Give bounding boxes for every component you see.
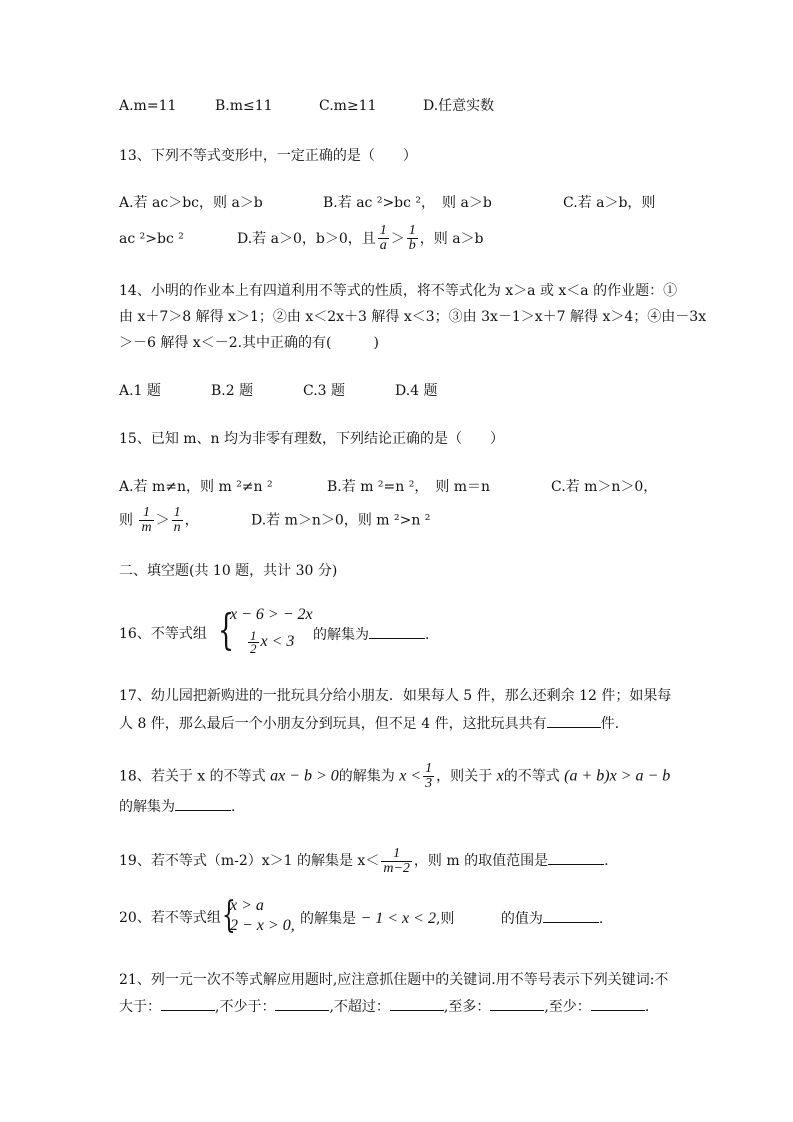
greater-than-sign: ＞ <box>390 230 405 247</box>
q13-option-a: A.若 ac＞bc，则 a＞b <box>119 195 263 211</box>
q13-option-b: B.若 ac ²>bc ²， 则 a＞b <box>323 195 492 211</box>
fraction-denominator: 3 <box>425 776 433 791</box>
q18-inequality-label: 的不等式 <box>503 768 560 785</box>
fraction-denominator: m−2 <box>383 860 410 876</box>
fraction-denominator: n <box>173 520 181 535</box>
q17-line-1: 17、幼儿园把新购进的一批玩具分给小朋友．如果每人 5 件，那么还剩余 12 件；如果每 <box>119 688 672 704</box>
q17-line-2 <box>119 713 619 734</box>
period: . <box>644 999 650 1015</box>
q14-option-a: A.1 题 <box>119 383 161 399</box>
q18-variable-x: x <box>496 767 504 785</box>
q18-solution-label-2: 的解集为 <box>119 799 175 815</box>
q16-solution-label: 的解集为 <box>313 627 369 643</box>
q19-fraction-1-over-m-minus-2 <box>381 847 412 876</box>
period: . <box>598 911 604 927</box>
q21-blank-at-least[interactable] <box>591 996 645 1011</box>
q13-fraction-1-over-a <box>378 224 389 253</box>
q21-blank-not-exceed[interactable] <box>390 996 444 1011</box>
q19-answer-blank[interactable] <box>548 850 604 865</box>
q21-line-1: 21、列一元一次不等式解应用题时,应注意抓住题中的关键词.用不等号表示下列关键词:不 <box>119 972 669 988</box>
q15-option-c: C.若 m＞n＞0， <box>551 479 658 495</box>
q16-equation-1: x − 6 > − 2x <box>230 606 313 623</box>
q18-fraction-one-third <box>423 762 434 791</box>
fraction-numerator: 1 <box>379 223 387 238</box>
q14-line-2: 由 x＋7＞8 解得 x＞1；②由 x＜2x＋3 解得 x＜3；③由 3x－1＞x＋7 解得 x＞4；④由－3x <box>119 309 707 325</box>
q14-option-c: C.3 题 <box>303 383 346 399</box>
q15-option-a: A.若 m≠n，则 m ²≠n ² <box>119 479 273 495</box>
fraction-numerator: 1 <box>139 506 153 521</box>
q17-answer-blank[interactable] <box>547 713 601 728</box>
q17-line-2-text: 人 8 件，那么最后一个小朋友分到玩具，但不足 4 件，这批玩具共有 <box>119 716 547 732</box>
q18-inequality-2: (a + b)x > a − b <box>564 767 671 785</box>
q18-solution-label: 的解集为 <box>338 768 395 785</box>
q16-answer-line <box>313 624 429 645</box>
q15-stem: 15、已知 m、n 均为非零有理数，下列结论正确的是（ ） <box>119 431 505 447</box>
q16-answer-blank[interactable] <box>369 624 425 639</box>
q20-solution: − 1 < x < 2 <box>360 910 436 927</box>
q13-option-c-cont: ac ²>bc ² <box>119 230 184 247</box>
q15-fraction-1-over-n <box>172 506 183 535</box>
fraction-denominator: m <box>141 520 152 535</box>
q14-option-d: D.4 题 <box>395 383 438 399</box>
q21-blank-not-greater[interactable] <box>161 996 215 1011</box>
q18-line-2 <box>119 796 235 817</box>
q12-option-c: C.m≥11 <box>319 98 377 114</box>
q16-prefix: 16、不等式组 <box>119 626 207 642</box>
fraction-numerator: 1 <box>408 223 416 238</box>
q14-option-b: B.2 题 <box>211 383 254 399</box>
q20-answer-blank[interactable] <box>543 908 599 923</box>
q15-option-d: D.若 m＞n＞0，则 m ²>n ² <box>251 512 431 529</box>
q20-prefix: 20、若不等式组 <box>119 910 221 926</box>
q15-fraction-1-over-m <box>139 506 153 535</box>
period: . <box>231 799 236 815</box>
period: . <box>425 627 430 643</box>
q20-solution-label: 的解集是 <box>300 911 356 927</box>
q13-stem: 13、下列不等式变形中，一定正确的是（ ） <box>119 148 417 164</box>
q13-options-row2 <box>119 224 484 253</box>
q13-option-d <box>237 223 484 253</box>
q19-range-label: ，则 m 的取值范围是 <box>413 853 549 869</box>
q21-label-at-most: ,至多： <box>443 999 491 1015</box>
q15-options-row2 <box>119 506 430 535</box>
q14-options <box>119 381 438 401</box>
fraction-denominator: 2 <box>250 641 257 656</box>
fraction-numerator: 1 <box>173 505 181 520</box>
q18-answer-blank[interactable] <box>175 796 231 811</box>
q17-unit: 件. <box>600 716 620 732</box>
fraction-denominator: b <box>408 238 416 253</box>
q19-line <box>119 846 609 876</box>
q20-equation-2 <box>230 917 295 935</box>
q12-option-b: B.m≤11 <box>215 98 273 114</box>
left-brace-icon: { <box>222 895 236 936</box>
q18-solution-x-less: x < <box>399 767 422 785</box>
fraction-denominator: a <box>379 238 387 253</box>
q20-equation-1: x > a <box>230 897 264 914</box>
q19-prefix: 19、若不等式（m-2）x＞1 的解集是 x＜ <box>119 853 380 869</box>
q18-prefix: 18、若关于 x 的不等式 <box>119 768 266 785</box>
q18-about: ，则关于 <box>436 768 493 785</box>
q21-label-not-greater: 大于： <box>119 999 161 1015</box>
section-heading-fill-in: 二、填空题(共 10 题，共计 30 分) <box>119 563 338 579</box>
fraction-numerator: 1 <box>381 847 412 862</box>
q16-equation-2-rest: x < 3 <box>260 633 295 651</box>
fraction-numerator: 1 <box>425 761 433 776</box>
q21-blank-at-most[interactable] <box>490 996 544 1011</box>
q18-line-1 <box>119 762 670 791</box>
q16-equation-2 <box>246 630 294 655</box>
q21-label-not-exceed: ,不超过： <box>329 999 390 1015</box>
q21-label-not-less: ,不少于： <box>215 999 276 1015</box>
q12-option-a: A.m=11 <box>119 98 177 114</box>
left-brace-icon: { <box>218 605 235 654</box>
q15-option-c-cont <box>119 506 251 535</box>
q18-inequality-1: ax − b > 0 <box>270 767 339 785</box>
q15-options-row1 <box>119 477 657 497</box>
comma: ， <box>184 512 199 529</box>
q21-blank-not-less[interactable] <box>275 996 329 1011</box>
q13-fraction-1-over-b <box>407 224 418 253</box>
q20-value-label: ,则 的值为 <box>435 911 543 927</box>
q14-line-1: 14、小明的作业本上有四道利用不等式的性质，将不等式化为 x＞a 或 x＜a 的作业题：① <box>119 283 678 299</box>
q13-option-d-text: D.若 a＞0，b＞0，且 <box>237 230 376 247</box>
q21-label-at-least: ,至少： <box>544 999 591 1015</box>
q20-equation-2-text: 2 − x > 0 <box>230 917 291 934</box>
q14-line-3: ＞－6 解得 x＜－2.其中正确的有( ) <box>119 335 379 351</box>
q16-fraction-half <box>248 630 259 655</box>
q13-options-row1 <box>119 193 655 213</box>
period: . <box>604 853 609 869</box>
comma: , <box>290 917 295 934</box>
q12-option-d: D.任意实数 <box>423 98 495 114</box>
q21-line-2 <box>119 996 649 1017</box>
q15-option-b: B.若 m ²=n ²， 则 m＝n <box>327 479 491 495</box>
q20-answer-line <box>300 908 603 929</box>
q13-option-c: C.若 a＞b，则 <box>563 195 656 211</box>
greater-than-sign: ＞ <box>155 512 170 529</box>
q13-option-d-conclusion: ，则 a＞b <box>419 230 484 247</box>
fraction-numerator: 1 <box>250 628 257 643</box>
q12-options <box>119 96 494 116</box>
q15-option-c-then: 则 <box>119 512 133 529</box>
